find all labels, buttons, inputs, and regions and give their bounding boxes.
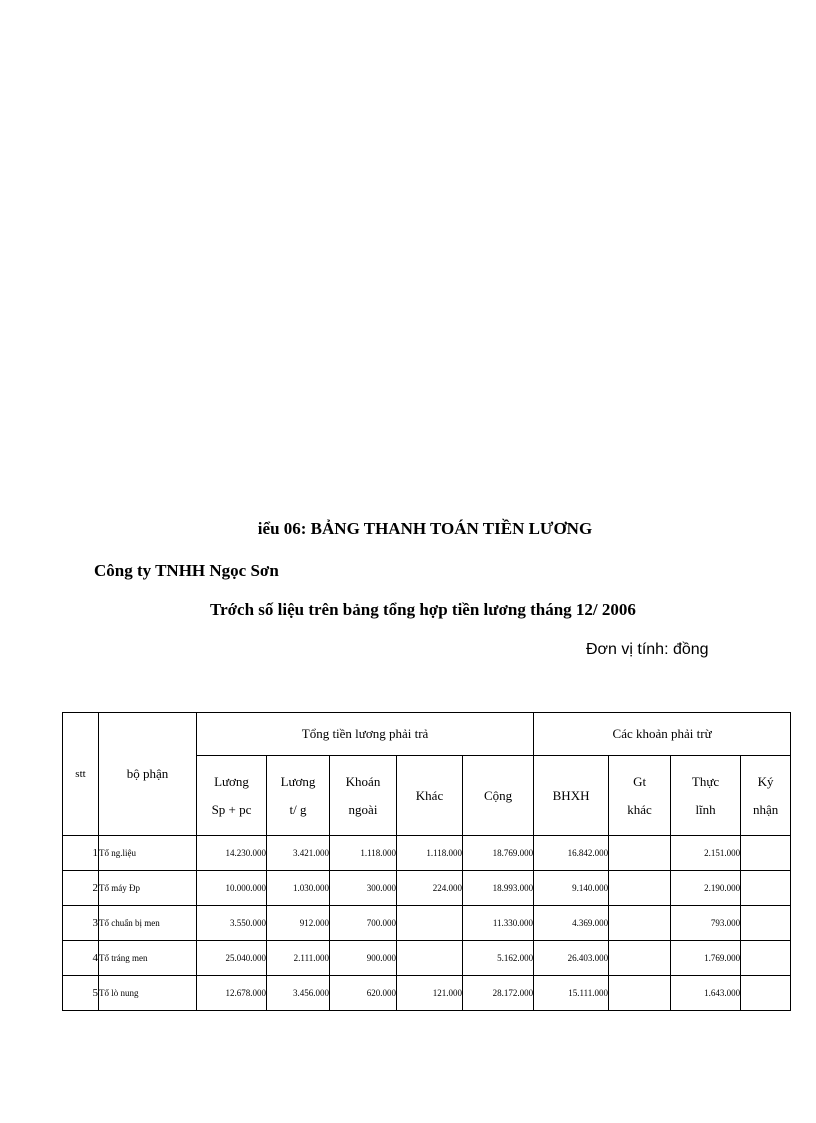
cell-stt: 3 (63, 906, 99, 941)
header-department: bộ phận (99, 713, 197, 836)
cell-cong: 28.172.000 (463, 976, 534, 1011)
cell-stt: 4 (63, 941, 99, 976)
cell-luong-tg: 3.421.000 (267, 836, 330, 871)
cell-khac: 224.000 (397, 871, 463, 906)
table-row (63, 941, 791, 976)
table-row (63, 976, 791, 1011)
header-col-khoan-ngoai (330, 756, 397, 836)
header-stt: stt (63, 713, 99, 836)
table-row (63, 906, 791, 941)
cell-bhxh: 4.369.000 (534, 906, 609, 941)
header-col-luong-sp-text: Lương Sp + pc (211, 773, 252, 817)
cell-khoan-ngoai: 700.000 (330, 906, 397, 941)
cell-luong-tg: 1.030.000 (267, 871, 330, 906)
cell-khoan-ngoai: 300.000 (330, 871, 397, 906)
cell-khoan-ngoai: 900.000 (330, 941, 397, 976)
cell-bhxh: 9.140.000 (534, 871, 609, 906)
company-name: Công ty TNHH Ngọc Sơn (94, 561, 279, 580)
cell-thuc-linh: 2.151.000 (671, 836, 741, 871)
cell-ky-nhan (741, 941, 791, 976)
header-col-bhxh (534, 756, 609, 836)
header-col-thuc-linh (671, 756, 741, 836)
header-col-ky-nhan-text: Ký nhận (752, 773, 779, 817)
header-total-pay: Tổng tiền lương phải trả (197, 713, 534, 756)
cell-khoan-ngoai: 1.118.000 (330, 836, 397, 871)
cell-khac (397, 906, 463, 941)
cell-cong: 18.769.000 (463, 836, 534, 871)
cell-gt-khac (609, 906, 671, 941)
header-col-ky-nhan (741, 756, 791, 836)
cell-gt-khac (609, 976, 671, 1011)
cell-khac: 121.000 (397, 976, 463, 1011)
header-col-khac (397, 756, 463, 836)
header-col-gt-khac-text: Gt khác (627, 773, 652, 817)
header-col-cong-text: Cộng (483, 787, 513, 803)
header-col-cong (463, 756, 534, 836)
cell-stt: 1 (63, 836, 99, 871)
header-col-khac-text: Khác (415, 787, 444, 803)
cell-thuc-linh: 2.190.000 (671, 871, 741, 906)
cell-gt-khac (609, 836, 671, 871)
document-title: iểu 06: BẢNG THANH TOÁN TIỀN LƯƠNG (257, 519, 593, 538)
cell-bhxh: 26.403.000 (534, 941, 609, 976)
cell-thuc-linh: 1.643.000 (671, 976, 741, 1011)
header-col-khoan-ngoai-text: Khoán ngoài (345, 773, 381, 817)
cell-stt: 2 (63, 871, 99, 906)
cell-luong-tg: 2.111.000 (267, 941, 330, 976)
cell-luong-tg: 912.000 (267, 906, 330, 941)
header-col-luong-tg-text: Lương t/ g (280, 773, 316, 817)
cell-cong: 5.162.000 (463, 941, 534, 976)
cell-thuc-linh: 1.769.000 (671, 941, 741, 976)
cell-ky-nhan (741, 871, 791, 906)
cell-stt: 5 (63, 976, 99, 1011)
cell-luong-sp: 14.230.000 (197, 836, 267, 871)
cell-thuc-linh: 793.000 (671, 906, 741, 941)
cell-khac (397, 941, 463, 976)
cell-luong-sp: 12.678.000 (197, 976, 267, 1011)
header-col-thuc-linh-text: Thực lĩnh (691, 773, 720, 817)
cell-luong-sp: 25.040.000 (197, 941, 267, 976)
cell-bhxh: 15.111.000 (534, 976, 609, 1011)
currency-unit: Đơn vị tính: đồng (586, 641, 709, 658)
cell-cong: 18.993.000 (463, 871, 534, 906)
cell-gt-khac (609, 941, 671, 976)
header-col-luong-tg (267, 756, 330, 836)
cell-department: Tổ chuẩn bị men (99, 906, 197, 941)
cell-ky-nhan (741, 976, 791, 1011)
salary-table (62, 712, 791, 1011)
cell-khoan-ngoai: 620.000 (330, 976, 397, 1011)
table-row (63, 836, 791, 871)
cell-cong: 11.330.000 (463, 906, 534, 941)
table-row (63, 871, 791, 906)
cell-luong-tg: 3.456.000 (267, 976, 330, 1011)
header-col-luong-sp (197, 756, 267, 836)
cell-khac: 1.118.000 (397, 836, 463, 871)
header-col-bhxh-text: BHXH (552, 787, 590, 803)
cell-ky-nhan (741, 836, 791, 871)
header-deductions: Các khoản phải trừ (534, 713, 791, 756)
cell-department: Tổ ng.liệu (99, 836, 197, 871)
cell-department: Tổ tráng men (99, 941, 197, 976)
cell-luong-sp: 10.000.000 (197, 871, 267, 906)
cell-bhxh: 16.842.000 (534, 836, 609, 871)
cell-department: Tổ máy Đp (99, 871, 197, 906)
cell-department: Tổ lò nung (99, 976, 197, 1011)
cell-ky-nhan (741, 906, 791, 941)
header-col-gt-khac (609, 756, 671, 836)
document-subtitle: Trớch số liệu trên bảng tổng hợp tiền lương tháng 12/ 2006 (210, 600, 636, 619)
cell-gt-khac (609, 871, 671, 906)
cell-luong-sp: 3.550.000 (197, 906, 267, 941)
